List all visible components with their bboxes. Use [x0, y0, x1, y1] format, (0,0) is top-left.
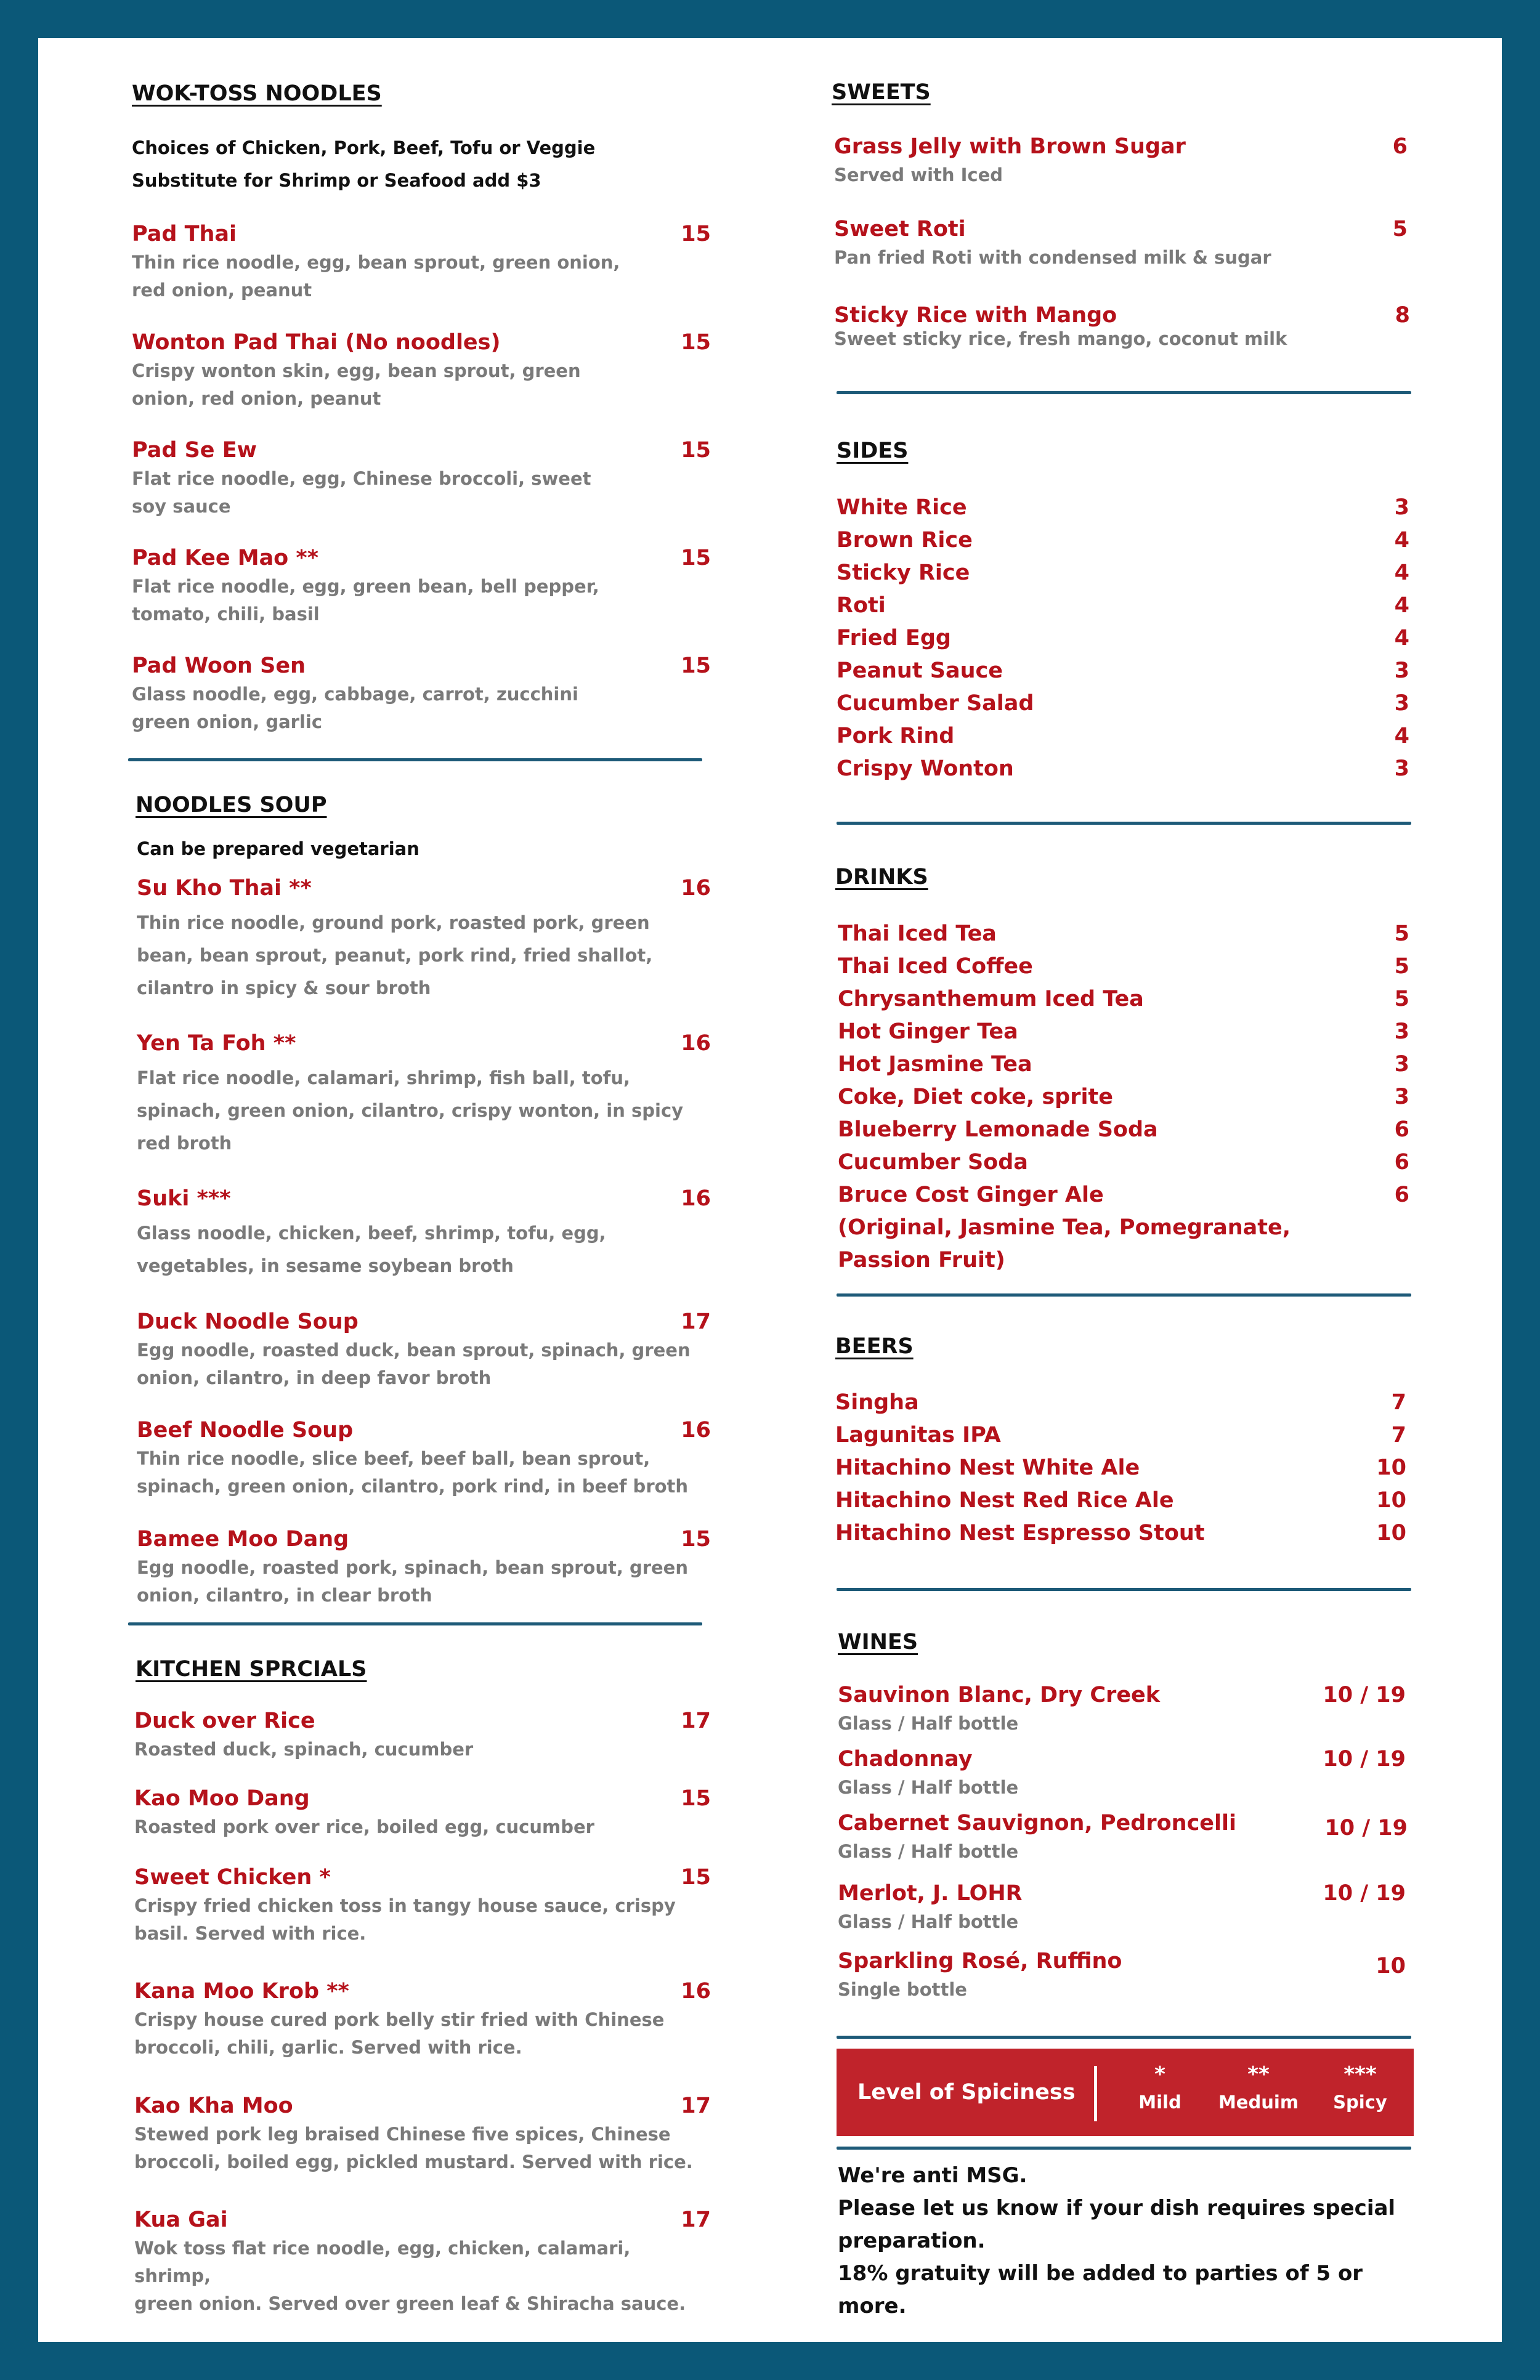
item-price: 3 — [1394, 1019, 1409, 1044]
section-title-noodles-soup: NOODLES SOUP — [136, 793, 327, 817]
item-price: 5 — [1394, 987, 1409, 1011]
spice-level-mild — [1117, 2062, 1203, 2118]
item-name: Hitachino Nest Espresso Stout — [835, 1521, 1205, 1545]
item-description: Glass / Half bottle — [838, 1911, 1019, 1932]
item-name: Hot Jasmine Tea — [838, 1052, 1032, 1077]
item-description: broccoli, boiled egg, pickled mustard. Served with rice. — [134, 2151, 693, 2172]
item-price: 10 / 19 — [1323, 1881, 1406, 1906]
menu-item — [838, 1879, 1406, 1936]
item-name: Hitachino Nest Red Rice Ale — [835, 1488, 1174, 1513]
ginger-ale-flavors: (Original, Jasmine Tea, Pomegranate, — [838, 1215, 1291, 1240]
item-price: 5 — [1394, 921, 1409, 946]
item-name: Pad Woon Sen — [132, 654, 306, 678]
section-divider — [128, 758, 702, 761]
spice-level-label: Meduim — [1218, 2092, 1299, 2113]
item-price: 16 — [681, 1418, 711, 1443]
menu-item — [137, 1184, 711, 1282]
item-price: 10 — [1376, 1954, 1406, 1978]
item-description: Thin rice noodle, egg, bean sprout, green onion, — [132, 252, 620, 273]
item-name: Sweet Roti — [834, 217, 966, 241]
item-description: Flat rice noodle, egg, Chinese broccoli, sweet — [132, 468, 591, 489]
menu-item — [834, 301, 1410, 353]
footer-msg-note: We're anti MSG. — [838, 2163, 1027, 2188]
item-price: 15 — [681, 654, 711, 678]
item-name: Peanut Sauce — [837, 658, 1003, 683]
item-description: soy sauce — [132, 496, 231, 517]
item-description: Served with Iced — [834, 164, 1003, 185]
item-name: Pad Kee Mao ** — [132, 546, 319, 570]
item-price: 10 / 19 — [1323, 1747, 1406, 1771]
item-description: basil. Served with rice. — [134, 1923, 367, 1944]
footer-special-request: preparation. — [838, 2228, 986, 2253]
item-price: 15 — [681, 330, 711, 355]
spice-level-spicy — [1317, 2062, 1403, 2118]
item-description: Sweet sticky rice, fresh mango, coconut milk — [834, 328, 1287, 349]
item-price: 16 — [681, 1979, 711, 2004]
item-name: Fried Egg — [837, 626, 951, 650]
item-name: Cabernet Sauvignon, Pedroncelli — [838, 1811, 1237, 1836]
section-divider — [837, 391, 1411, 394]
item-name: Merlot, J. LOHR — [838, 1881, 1023, 1906]
menu-item — [838, 1744, 1406, 1802]
item-price: 5 — [1394, 954, 1409, 979]
beers-list — [835, 1386, 1406, 1550]
list-item — [837, 524, 1409, 557]
section-title-wines: WINES — [838, 1630, 918, 1654]
item-description: Glass noodle, egg, cabbage, carrot, zucchini — [132, 684, 578, 705]
item-name: Cucumber Salad — [837, 691, 1034, 716]
item-price: 15 — [681, 546, 711, 570]
pepper-stars-icon: * — [1154, 2062, 1165, 2087]
item-name: Cucumber Soda — [838, 1150, 1028, 1175]
item-name: Hot Ginger Tea — [838, 1019, 1018, 1044]
list-item — [838, 1244, 1409, 1277]
list-item — [838, 1081, 1409, 1114]
item-price: 10 — [1376, 1521, 1406, 1545]
item-price: 5 — [1392, 217, 1408, 241]
list-item — [835, 1517, 1406, 1550]
item-name: Brown Rice — [837, 528, 973, 552]
section-title-sides: SIDES — [837, 439, 909, 463]
spiciness-legend — [837, 2049, 1414, 2136]
item-name: Wonton Pad Thai (No noodles) — [132, 330, 501, 355]
item-description: Wok toss flat rice noodle, egg, chicken, calamari, shrimp, — [134, 2238, 631, 2286]
item-name: Thai Iced Tea — [838, 921, 997, 946]
item-name: Sticky Rice — [837, 561, 970, 585]
menu-item — [132, 328, 711, 413]
item-description: vegetables, in sesame soybean broth — [137, 1255, 514, 1276]
menu-item — [834, 132, 1408, 189]
item-description: red onion, peanut — [132, 280, 312, 301]
menu-item — [134, 2205, 711, 2318]
sides-list — [837, 492, 1409, 785]
item-price: 3 — [1394, 1085, 1409, 1109]
menu-item — [134, 1784, 711, 1841]
item-description: Glass noodle, chicken, beef, shrimp, tofu, egg, — [137, 1223, 606, 1244]
pepper-stars-icon: ** — [1247, 2062, 1270, 2087]
list-item — [838, 983, 1409, 1016]
item-description: Egg noodle, roasted duck, bean sprout, spinach, green — [137, 1340, 691, 1361]
section-divider — [837, 2147, 1411, 2150]
item-name: Pad Se Ew — [132, 438, 257, 463]
item-name: Kua Gai — [134, 2208, 228, 2232]
item-description: Stewed pork leg braised Chinese five spices, Chinese — [134, 2124, 671, 2145]
item-price: 4 — [1394, 724, 1409, 748]
item-description: bean, bean sprout, peanut, pork rind, fried shallot, — [137, 945, 653, 966]
list-item — [837, 655, 1409, 687]
item-description: Roasted duck, spinach, cucumber — [134, 1739, 474, 1760]
item-price: 6 — [1392, 134, 1408, 159]
item-name: Pork Rind — [837, 724, 955, 748]
item-price: 15 — [681, 438, 711, 463]
menu-item — [838, 1808, 1408, 1866]
item-price: 4 — [1394, 528, 1409, 552]
menu-item — [134, 1706, 711, 1763]
item-name: Singha — [835, 1390, 919, 1415]
list-item — [835, 1419, 1406, 1452]
menu-item — [838, 1946, 1406, 2004]
item-name: Kao Moo Dang — [134, 1786, 310, 1811]
item-price: 3 — [1394, 495, 1409, 520]
wok-note-seafood: Substitute for Shrimp or Seafood add $3 — [132, 170, 541, 191]
item-name: Sparkling Rosé, Ruffino — [838, 1949, 1122, 1973]
item-name: Lagunitas IPA — [835, 1423, 1001, 1447]
spiciness-label: Level of Spiciness — [857, 2080, 1076, 2105]
spice-level-medium — [1215, 2062, 1302, 2118]
item-name: Thai Iced Coffee — [838, 954, 1033, 979]
item-description: Flat rice noodle, calamari, shrimp, fish ball, tofu, — [137, 1067, 630, 1088]
ginger-ale-flavors: Passion Fruit) — [838, 1248, 1005, 1273]
list-item — [838, 1048, 1409, 1081]
section-title-sweets: SWEETS — [832, 80, 931, 105]
footer-gratuity-note: 18% gratuity will be added to parties of 5 or more. — [838, 2261, 1363, 2318]
item-price: 6 — [1394, 1117, 1409, 1142]
list-item — [837, 687, 1409, 720]
item-price: 3 — [1394, 691, 1409, 716]
item-name: Sticky Rice with Mango — [834, 303, 1117, 328]
item-description: Pan fried Roti with condensed milk & sugar — [834, 247, 1271, 268]
section-divider — [837, 2036, 1411, 2039]
list-item — [837, 557, 1409, 589]
item-price: 3 — [1394, 1052, 1409, 1077]
item-description: onion, cilantro, in clear broth — [137, 1585, 432, 1606]
menu-item — [132, 543, 711, 628]
list-item — [835, 1386, 1406, 1419]
item-description: Crispy fried chicken toss in tangy house sauce, crispy — [134, 1895, 676, 1916]
menu-item — [137, 1415, 711, 1500]
item-description: Roasted pork over rice, boiled egg, cucumber — [134, 1816, 594, 1837]
item-name: Pad Thai — [132, 222, 237, 246]
list-item — [835, 1452, 1406, 1484]
section-divider — [837, 1293, 1411, 1297]
item-description: onion, cilantro, in deep favor broth — [137, 1367, 492, 1388]
menu-item — [834, 214, 1408, 272]
menu-item — [137, 1307, 711, 1392]
item-name: Sauvinon Blanc, Dry Creek — [838, 1683, 1161, 1707]
menu-item — [134, 1863, 711, 1948]
item-description: tomato, chili, basil — [132, 604, 320, 625]
item-price: 4 — [1394, 626, 1409, 650]
section-divider — [837, 1588, 1411, 1591]
item-price: 6 — [1394, 1150, 1409, 1175]
item-price: 16 — [681, 1186, 711, 1211]
menu-item — [134, 2091, 711, 2176]
item-name: Su Kho Thai ** — [137, 876, 312, 901]
item-name: Coke, Diet coke, sprite — [838, 1085, 1113, 1109]
list-item — [838, 1114, 1409, 1146]
item-description: spinach, green onion, cilantro, crispy wonton, in spicy — [137, 1100, 684, 1121]
item-price: 7 — [1391, 1423, 1406, 1447]
item-price: 17 — [681, 1309, 711, 1334]
item-price: 10 / 19 — [1324, 1816, 1408, 1840]
item-price: 15 — [681, 222, 711, 246]
item-description: Crispy wonton skin, egg, bean sprout, green — [132, 360, 581, 381]
item-price: 16 — [681, 876, 711, 901]
item-price: 15 — [681, 1865, 711, 1890]
item-description: broccoli, chili, garlic. Served with rice. — [134, 2037, 522, 2058]
menu-item — [132, 651, 711, 736]
item-price: 17 — [681, 2094, 711, 2118]
menu-item — [132, 435, 711, 520]
footer-special-request: Please let us know if your dish requires special — [838, 2196, 1396, 2220]
item-description: green onion. Served over green leaf & Shiracha sauce. — [134, 2293, 686, 2314]
item-description: Crispy house cured pork belly stir fried with Chinese — [134, 2009, 665, 2030]
item-description: Thin rice noodle, slice beef, beef ball, bean sprout, — [137, 1448, 650, 1469]
item-price: 4 — [1394, 593, 1409, 618]
list-item — [838, 1179, 1409, 1212]
item-price: 10 / 19 — [1323, 1683, 1406, 1707]
menu-item — [137, 1029, 711, 1160]
section-divider — [837, 822, 1411, 825]
list-item — [838, 918, 1409, 950]
section-title-kitchen-specials: KITCHEN SPRCIALS — [136, 1657, 367, 1682]
item-description: Flat rice noodle, egg, green bean, bell pepper, — [132, 576, 599, 597]
pepper-stars-icon: *** — [1343, 2062, 1377, 2087]
item-description: Glass / Half bottle — [838, 1713, 1019, 1734]
item-name: Kana Moo Krob ** — [134, 1979, 349, 2004]
item-price: 8 — [1395, 303, 1410, 328]
item-name: Crispy Wonton — [837, 756, 1014, 781]
list-item — [837, 492, 1409, 524]
item-name: Hitachino Nest White Ale — [835, 1455, 1140, 1480]
item-description: red broth — [137, 1133, 232, 1154]
drinks-list — [838, 918, 1409, 1277]
item-description: spinach, green onion, cilantro, pork rind, in beef broth — [137, 1476, 689, 1497]
item-description: Glass / Half bottle — [838, 1841, 1019, 1862]
list-item — [838, 1146, 1409, 1179]
list-item — [837, 753, 1409, 785]
item-name: Yen Ta Foh ** — [137, 1031, 296, 1056]
item-price: 4 — [1394, 561, 1409, 585]
item-price: 10 — [1376, 1455, 1406, 1480]
item-description: cilantro in spicy & sour broth — [137, 977, 431, 998]
section-divider — [128, 1622, 702, 1625]
item-price: 3 — [1394, 658, 1409, 683]
item-name: Roti — [837, 593, 886, 618]
list-item — [838, 1016, 1409, 1048]
item-price: 3 — [1394, 756, 1409, 781]
section-title-beers: BEERS — [835, 1334, 914, 1359]
list-item — [837, 589, 1409, 622]
menu-item — [134, 1977, 711, 2062]
list-item — [838, 950, 1409, 983]
menu-item — [137, 1524, 711, 1609]
item-description: Single bottle — [838, 1979, 967, 2000]
list-item — [838, 1212, 1409, 1244]
item-description: onion, red onion, peanut — [132, 388, 381, 409]
item-name: White Rice — [837, 495, 967, 520]
footer-notes — [838, 2159, 1429, 2323]
item-description: green onion, garlic — [132, 711, 323, 732]
item-name: Grass Jelly with Brown Sugar — [834, 134, 1186, 159]
item-name: Suki *** — [137, 1186, 231, 1211]
item-name: Bruce Cost Ginger Ale — [838, 1183, 1104, 1207]
item-description: Glass / Half bottle — [838, 1777, 1019, 1798]
item-price: 10 — [1376, 1488, 1406, 1513]
item-name: Bamee Moo Dang — [137, 1527, 349, 1552]
item-price: 17 — [681, 1709, 711, 1733]
item-name: Chrysanthemum Iced Tea — [838, 987, 1144, 1011]
legend-divider — [1094, 2066, 1097, 2121]
menu-item — [838, 1680, 1406, 1738]
list-item — [837, 720, 1409, 753]
item-price: 15 — [681, 1786, 711, 1811]
item-price: 17 — [681, 2208, 711, 2232]
item-name: Duck Noodle Soup — [137, 1309, 359, 1334]
list-item — [837, 622, 1409, 655]
item-name: Blueberry Lemonade Soda — [838, 1117, 1158, 1142]
item-name: Kao Kha Moo — [134, 2094, 293, 2118]
list-item — [835, 1484, 1406, 1517]
soup-note-vegetarian: Can be prepared vegetarian — [137, 838, 419, 859]
spice-level-label: Mild — [1138, 2092, 1181, 2113]
section-title-wok-toss-noodles: WOK-TOSS NOODLES — [132, 81, 382, 106]
item-name: Sweet Chicken * — [134, 1865, 331, 1890]
menu-item — [132, 219, 711, 304]
item-name: Chadonnay — [838, 1747, 973, 1771]
menu-item — [137, 873, 711, 1005]
section-title-drinks: DRINKS — [835, 865, 928, 889]
item-name: Duck over Rice — [134, 1709, 315, 1733]
item-description: Egg noodle, roasted pork, spinach, bean sprout, green — [137, 1557, 688, 1578]
item-description: Thin rice noodle, ground pork, roasted pork, green — [137, 912, 650, 933]
wok-note-protein: Choices of Chicken, Pork, Beef, Tofu or Veggie — [132, 137, 596, 158]
item-price: 15 — [681, 1527, 711, 1552]
spice-level-label: Spicy — [1333, 2092, 1387, 2113]
item-price: 16 — [681, 1031, 711, 1056]
item-name: Beef Noodle Soup — [137, 1418, 354, 1443]
item-price: 6 — [1394, 1183, 1409, 1207]
item-price: 7 — [1391, 1390, 1406, 1415]
